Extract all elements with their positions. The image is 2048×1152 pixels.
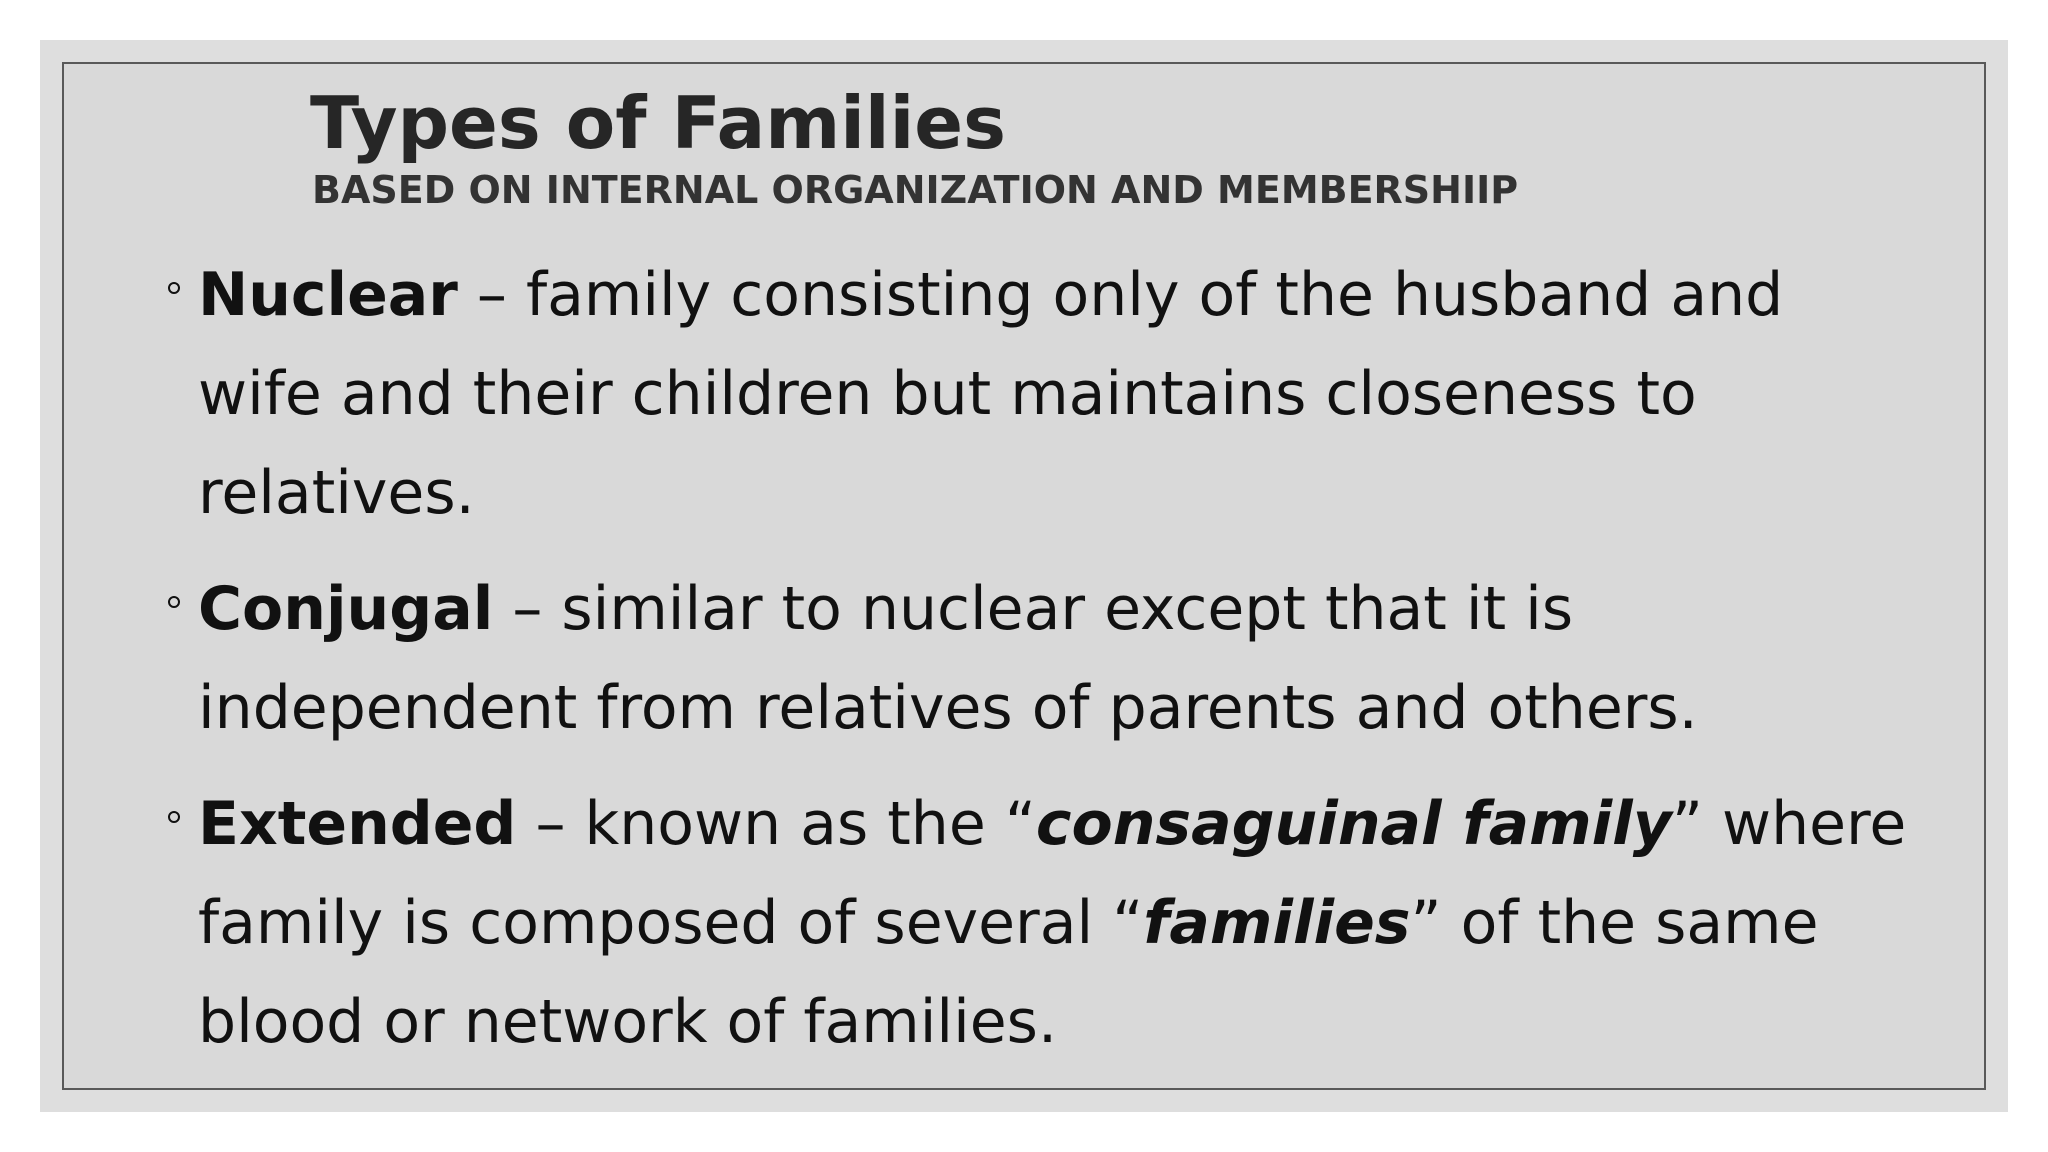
- slide-subtitle: BASED ON INTERNAL ORGANIZATION AND MEMBERSHIIP: [312, 168, 1519, 212]
- bullet-emphasis: families: [1143, 888, 1411, 958]
- bullet-item-extended: [160, 775, 1920, 1072]
- bullet-item-conjugal: [160, 560, 1920, 758]
- bullet-emphasis: consaguinal family: [1035, 789, 1672, 859]
- bullet-text: ” where family is composed of several “: [198, 789, 1907, 958]
- bullet-text: – known as the “: [516, 789, 1036, 859]
- bullet-term: Nuclear: [198, 260, 458, 330]
- bullet-term: Extended: [198, 789, 517, 859]
- slide-title: Types of Families: [310, 81, 1006, 165]
- bullet-text: – similar to nuclear except that it is independent from relatives of parents and others.: [198, 574, 1698, 743]
- bullet-text: – family consisting only of the husband and wife and their children but maintains closeness to relatives.: [198, 260, 1784, 528]
- bullet-term: Conjugal: [198, 574, 494, 644]
- bullet-list: [160, 246, 1920, 1072]
- bullet-text: ” of the same blood or network of families.: [198, 888, 1819, 1057]
- bullet-item-nuclear: [160, 246, 1920, 543]
- bullet-icon: [168, 282, 180, 294]
- bullet-icon: [168, 811, 180, 823]
- bullet-icon: [168, 596, 180, 608]
